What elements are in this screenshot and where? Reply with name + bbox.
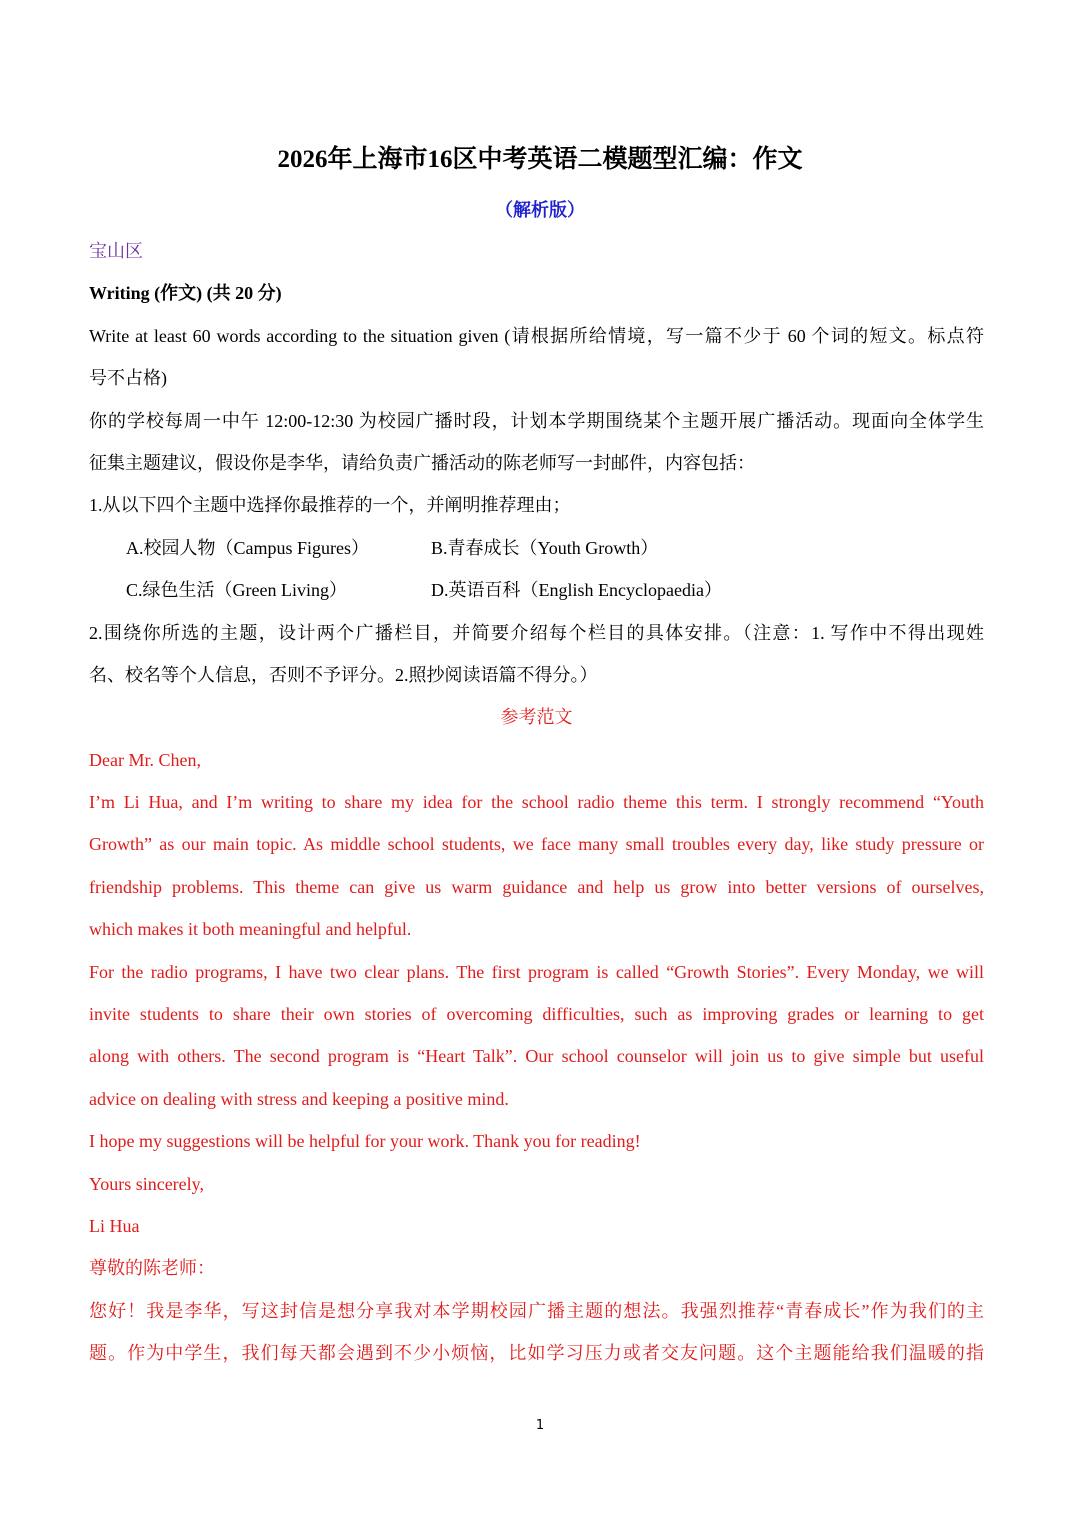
sample-line: I hope my suggestions will be helpful for your work. Thank you for reading! (89, 1131, 641, 1152)
sample-signature: Li Hua (89, 1215, 140, 1236)
option-d: D.英语百科（English Encyclopaedia） (431, 580, 722, 601)
sample-line: advice on dealing with stress and keeping a positive mind. (89, 1088, 509, 1109)
chinese-line: 您好！我是李华，写这封信是想分享我对本学期校园广播主题的想法。我强烈推荐“青春成长”作为我们的主 (89, 1300, 984, 1321)
option-a: A.校园人物（Campus Figures） (126, 537, 369, 558)
chinese-line: 题。作为中学生，我们每天都会遇到不少小烦恼，比如学习压力或者交友问题。这个主题能给我们温暖的指 (89, 1343, 984, 1364)
document-title: 2026年上海市16区中考英语二模题型汇编：作文 (277, 146, 803, 173)
sample-line: Growth” as our main topic. As middle school students, we face many small troubles every day, like study pressure or (89, 834, 984, 855)
sample-line: friendship problems. This theme can give us warm guidance and help us grow into better versions of ourselves, (89, 876, 984, 897)
document-body (89, 230, 984, 1375)
requirement-line: 2.围绕你所选的主题，设计两个广播栏目，并简要介绍每个栏目的具体安排。（注意：1. 写作中不得出现姓 (89, 622, 984, 643)
option-row (89, 569, 984, 611)
prompt-line: 你的学校每周一中午 12:00-12:30 为校园广播时段，计划本学期围绕某个主题开展广播活动。现面向全体学生 (89, 410, 984, 431)
instruction-line: 号不占格) (89, 368, 167, 389)
sample-line: invite students to share their own stories of overcoming difficulties, such as improving grades or learning to get (89, 1004, 984, 1025)
sample-heading: 参考范文 (500, 707, 573, 728)
requirement-line: 名、校名等个人信息，否则不予评分。2.照抄阅读语篇不得分。） (89, 664, 598, 685)
sample-closing: Yours sincerely, (89, 1173, 204, 1194)
page-number: 1 (535, 1418, 545, 1433)
sample-line: I’m Li Hua, and I’m writing to share my idea for the school radio theme this term. I strongly recommend “Youth (89, 792, 984, 813)
section-heading: Writing (作文) (共 20 分) (89, 283, 282, 304)
option-c: C.绿色生活（Green Living） (126, 580, 347, 601)
sample-line: For the radio programs, I have two clear plans. The first program is called “Growth Stories”. Every Monday, we will (89, 961, 984, 982)
district-label: 宝山区 (89, 241, 143, 261)
prompt-line: 征集主题建议，假设你是李华，请给负责广播活动的陈老师写一封邮件，内容包括： (89, 452, 755, 473)
option-row (89, 527, 984, 569)
sample-line: Dear Mr. Chen, (89, 749, 201, 770)
prompt-line: 1.从以下四个主题中选择你最推荐的一个，并阐明推荐理由； (89, 495, 571, 516)
chinese-line: 尊敬的陈老师： (89, 1258, 215, 1279)
option-b: B.青春成长（Youth Growth） (431, 537, 659, 558)
document-subtitle: （解析版） (495, 200, 585, 220)
sample-line: which makes it both meaningful and helpful. (89, 919, 412, 940)
sample-line: along with others. The second program is “Heart Talk”. Our school counselor will join us to give simple but useful (89, 1046, 984, 1067)
instruction-line: Write at least 60 words according to the situation given (请根据所给情境，写一篇不少于 60 个词的短文。标点符 (89, 325, 984, 346)
